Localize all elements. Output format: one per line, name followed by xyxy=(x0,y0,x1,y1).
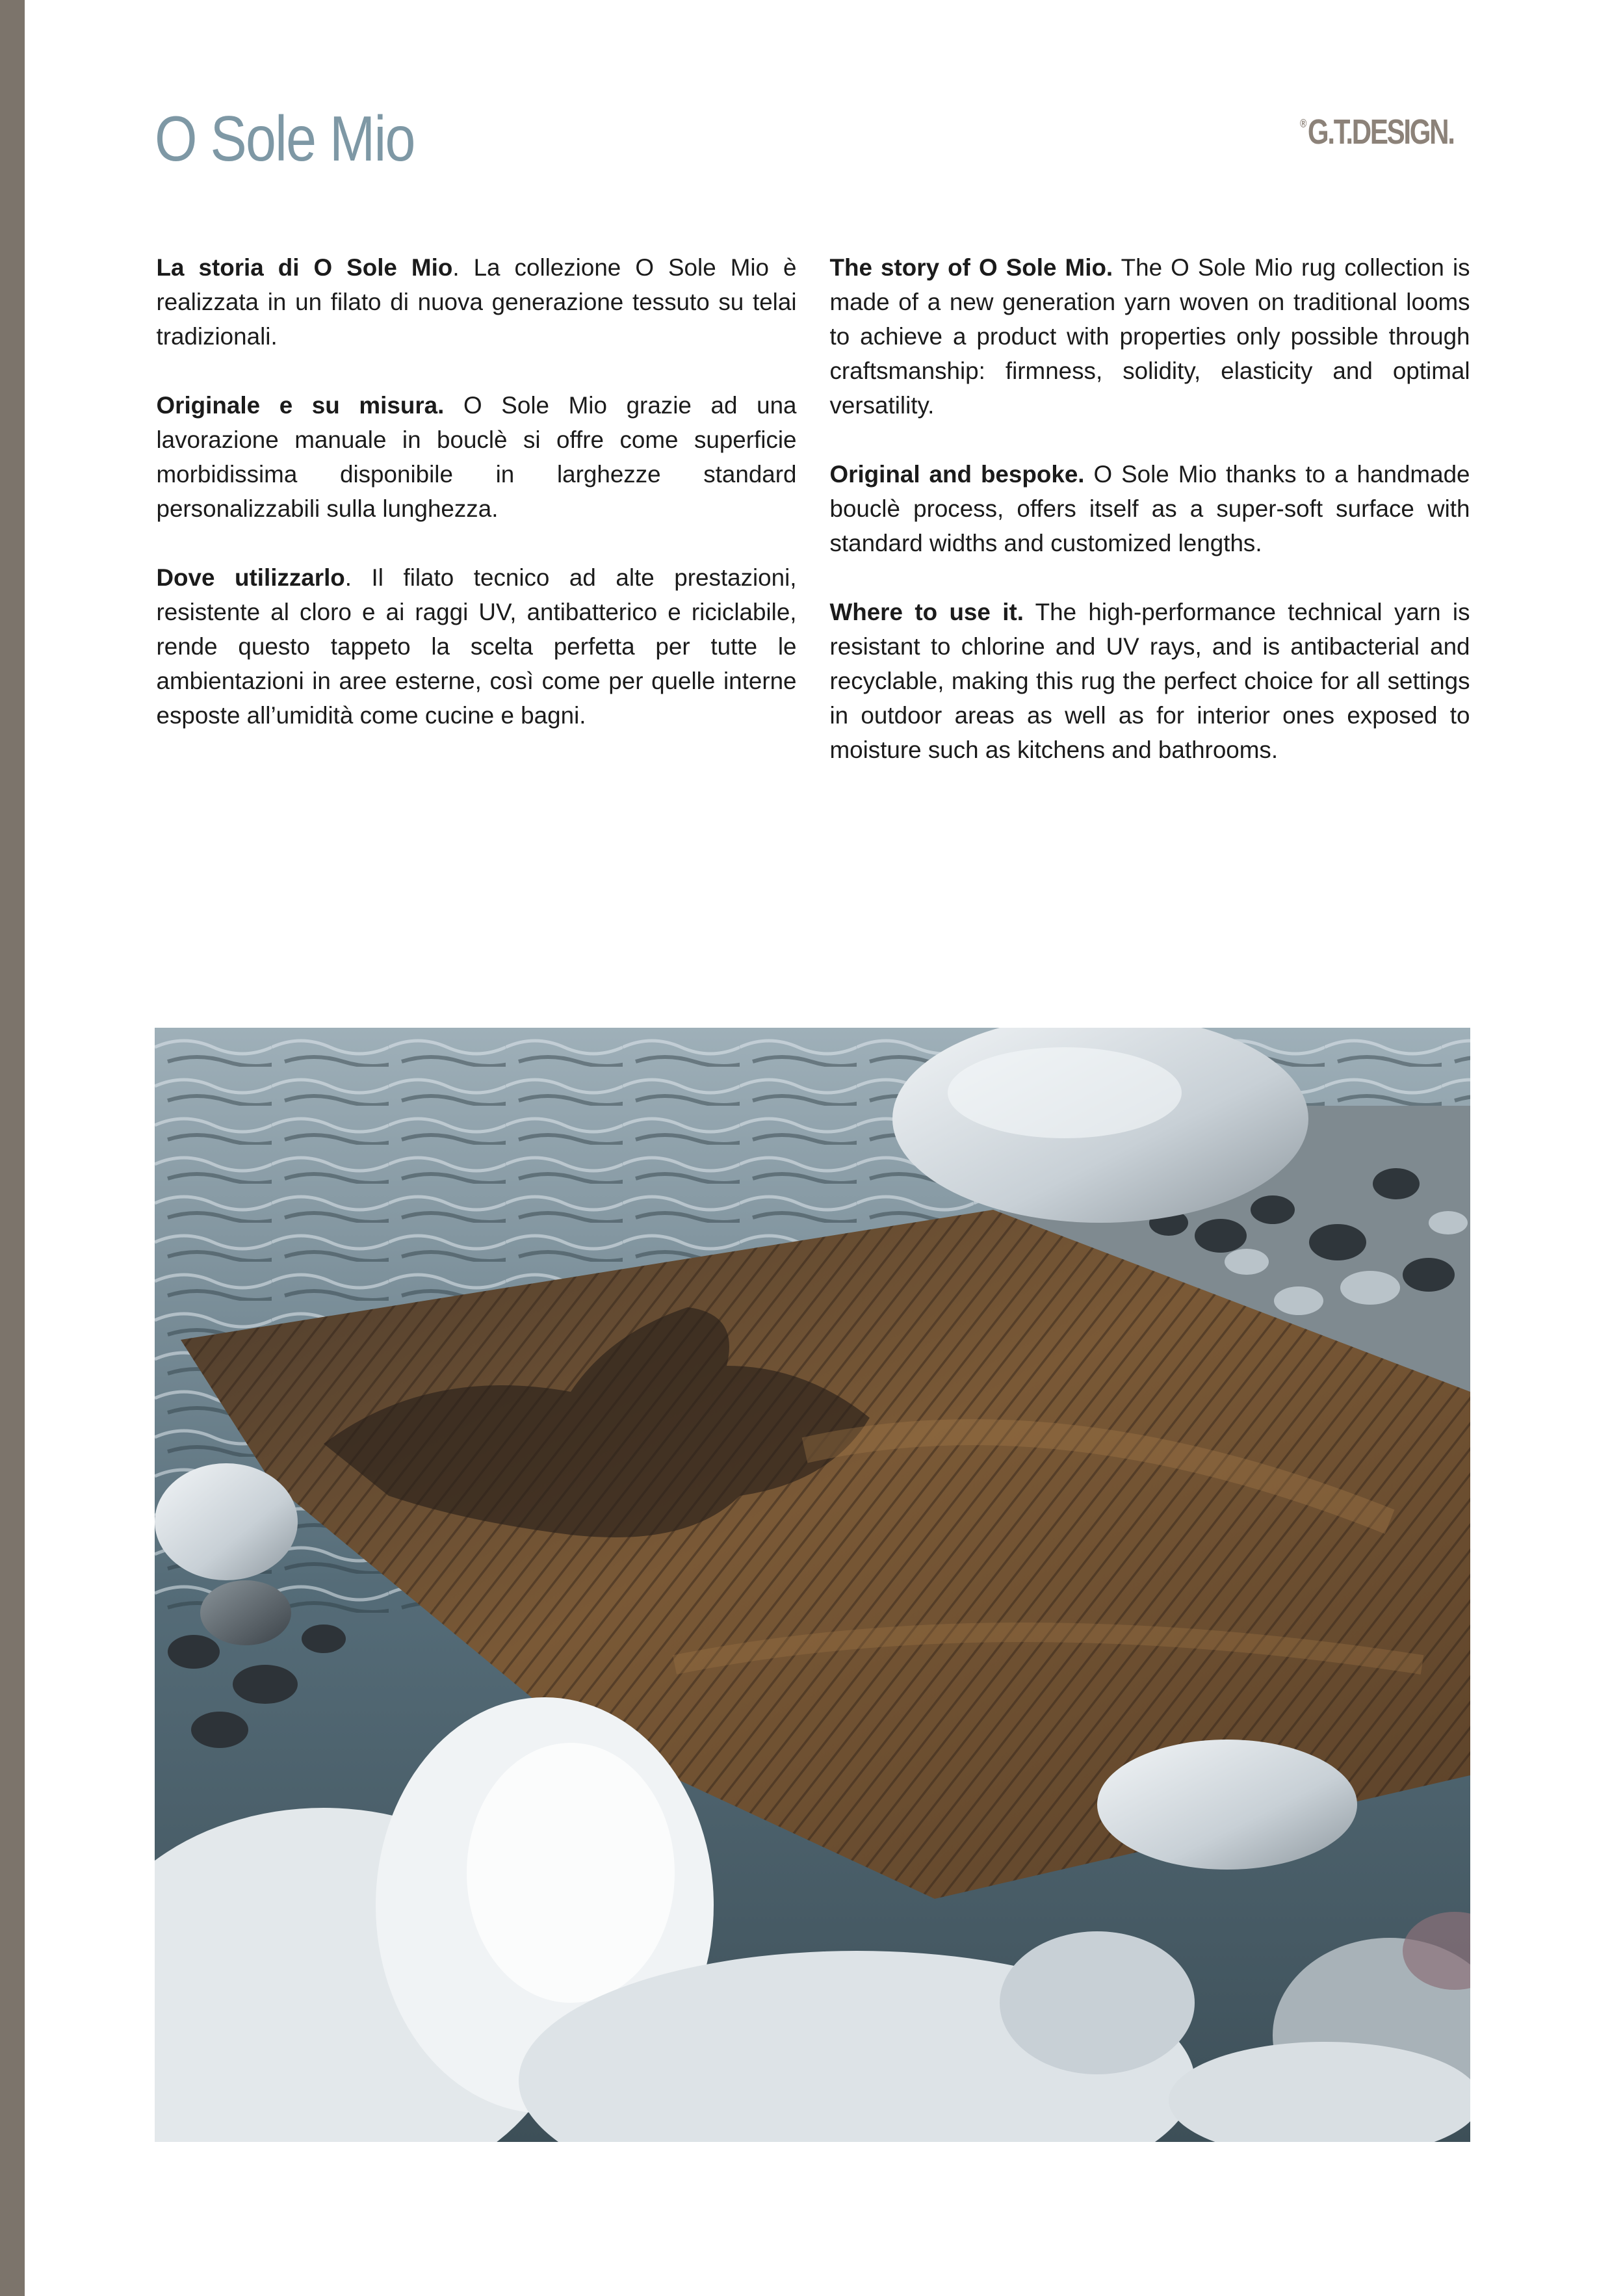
english-paragraph-bespoke xyxy=(829,457,1470,560)
page-title: O Sole Mio xyxy=(155,103,415,174)
paragraph-heading: La storia di O Sole Mio xyxy=(156,254,453,281)
english-text-column xyxy=(828,250,1472,802)
paragraph-body: The high-performance technical yarn is resistant to chlorine and UV rays, and is antibacterial and recyclable, making this rug the perfect choice for all settings in outdoor areas as well as for interior ones exposed to moisture such as kitchens and bathrooms. xyxy=(829,599,1470,763)
paragraph-heading: Originale e su misura. xyxy=(156,392,445,419)
italian-paragraph-story xyxy=(156,250,796,354)
product-photo-rug-on-river-stones xyxy=(155,1028,1470,2142)
paragraph-body: O Sole Mio thanks to a handmade bouclè process, offers itself as a super-soft surface with standard widths and customized lengths. xyxy=(829,461,1470,556)
side-accent-strip xyxy=(0,0,25,2296)
brand-logo xyxy=(1300,112,1454,157)
english-paragraph-usage xyxy=(829,595,1470,767)
paragraph-body: The O Sole Mio rug collection is made of a new generation yarn woven on traditional looms to achieve a product with properties only possible through craftsmanship: firmness, solidity, elasticity and optimal versatility. xyxy=(829,254,1470,419)
paragraph-body: . Il filato tecnico ad alte prestazioni, resistente al cloro e ai raggi UV, antibatterico e riciclabile, rende questo tappeto la scelta perfetta per tutte le ambientazioni in aree esterne, così come per quelle interne esposte all’umidità come cucine e bagni. xyxy=(156,564,797,729)
paragraph-heading: Dove utilizzarlo xyxy=(156,564,345,591)
brand-logo-text: G.T.DESIGN. xyxy=(1307,112,1454,151)
paragraph-heading: The story of O Sole Mio. xyxy=(829,254,1113,281)
photo-illustration xyxy=(155,1028,1470,2142)
paragraph-body: . La collezione O Sole Mio è realizzata in un filato di nuova generazione tessuto su telai tradizionali. xyxy=(156,254,797,350)
english-paragraph-story xyxy=(829,250,1470,423)
paragraph-heading: Where to use it. xyxy=(829,599,1024,625)
italian-text-column xyxy=(155,250,798,767)
paragraph-heading: Original and bespoke. xyxy=(829,461,1085,488)
registered-mark: ® xyxy=(1300,117,1307,130)
italian-paragraph-usage xyxy=(156,560,796,733)
paragraph-body: O Sole Mio grazie ad una lavorazione manuale in bouclè si offre come superficie morbidissima disponibile in larghezze standard personalizzabili sulla lunghezza. xyxy=(156,392,797,522)
italian-paragraph-bespoke xyxy=(156,388,796,526)
